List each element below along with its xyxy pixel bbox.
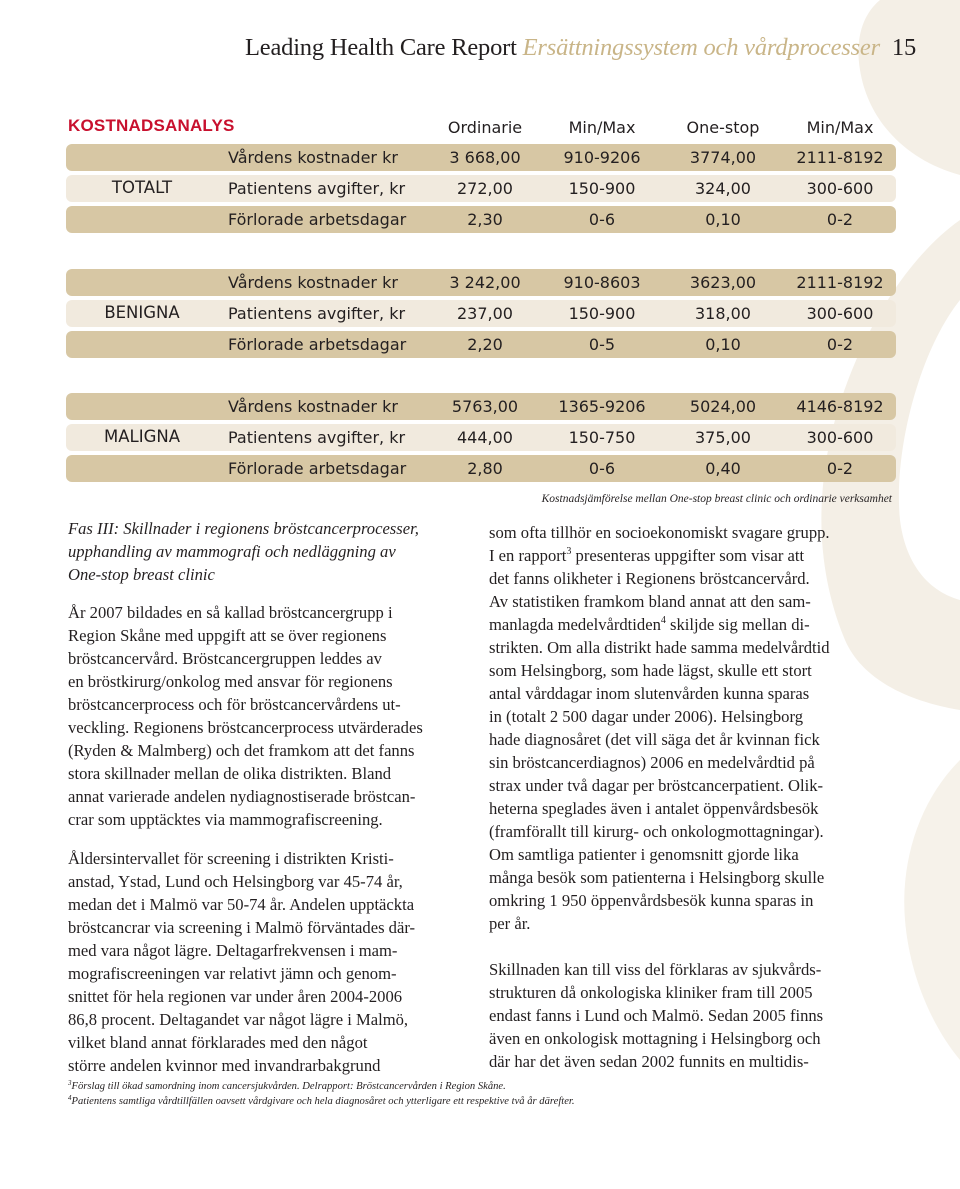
- footnote: $^4$Patientens samtliga vårdtillfällen oavsett vårdgivare och hela diagnosåret och ytterligare ett respektive två år därefter.: [68, 1094, 575, 1107]
- header-title: Leading Health Care Report: [245, 34, 517, 61]
- text-line: en bröstkirurg/onkolog med ansvar för regionens: [68, 672, 393, 691]
- text-line: annat varierade andelen nydiagnostiserade bröstcan-: [68, 787, 416, 806]
- text-line: 86,8 procent. Deltagandet var något lägre i Malmö,: [68, 1010, 409, 1029]
- subheading-line: Fas III: Skillnader i regionens bröstcancerprocesser,: [68, 519, 419, 538]
- text-line: Av statistiken framkom bland annat att den sam-: [489, 592, 811, 611]
- text-line: I en rapport$^3$ presenteras uppgifter som visar att: [489, 546, 805, 565]
- footnote-ref: 3: [566, 546, 572, 557]
- table-cell: 300-600: [806, 179, 874, 198]
- text-line: medan det i Malmö var 50-74 år. Andelen upptäckta: [68, 895, 415, 914]
- text-line: med vara något lägre. Deltagarfrekvensen i mam-: [68, 941, 398, 960]
- row-label: Patientens avgifter, kr: [228, 304, 406, 323]
- table-cell: 0-2: [826, 210, 854, 229]
- table-cell: 2,30: [467, 210, 503, 229]
- row-label: Vårdens kostnader kr: [228, 397, 398, 416]
- right-text-column: [489, 521, 904, 1073]
- subheading-line: upphandling av mammografi och nedläggning av: [68, 542, 396, 561]
- text-line: som Helsingborg, som hade lägst, skulle ett stort: [489, 661, 812, 680]
- table-cell: 272,00: [457, 179, 513, 198]
- table-cell: 910-8603: [563, 273, 641, 292]
- row-label: Vårdens kostnader kr: [228, 148, 398, 167]
- text-line: heterna speglades även i antalet öppenvårdsbesök: [489, 799, 819, 818]
- table-cell: 3623,00: [689, 273, 757, 292]
- column-header-ordinarie: Ordinarie: [447, 118, 523, 137]
- table-cell: 324,00: [695, 179, 751, 198]
- table-cell: 0-2: [826, 459, 854, 478]
- table-cell: 375,00: [695, 428, 751, 447]
- text-line: veckling. Regionens bröstcancerprocess utvärderades: [68, 718, 423, 737]
- text-line: där har det även sedan 2002 funnits en multidis-: [489, 1052, 809, 1071]
- footnote: $^3$Förslag till ökad samordning inom cancersjukvården. Delrapport: Bröstcancervården i Region Skåne.: [68, 1079, 506, 1092]
- table-cell: 2111-8192: [796, 273, 884, 292]
- table-cell: 2,80: [467, 459, 503, 478]
- text-line: bröstcancervård. Bröstcancergruppen leddes av: [68, 649, 382, 668]
- column-header-onestop: One-stop: [686, 118, 760, 137]
- table-cell: 0-2: [826, 335, 854, 354]
- text-line: många besök som patienterna i Helsingborg skulle: [489, 868, 825, 887]
- table-cell: 3 668,00: [449, 148, 521, 167]
- text-line: Åldersintervallet för screening i distrikten Kristi-: [68, 849, 394, 868]
- group-label-totalt: TOTALT: [111, 178, 173, 197]
- text-line: mografiscreeningen var relativt jämn och genom-: [68, 964, 397, 983]
- text-line: omkring 1 950 öppenvårdsbesök kunna sparas in: [489, 891, 814, 910]
- table-cell: 150-750: [568, 428, 636, 447]
- text-line: som ofta tillhör en socioekonomiskt svagare grupp.: [489, 523, 830, 542]
- column-header-minmax: Min/Max: [568, 118, 636, 137]
- table-cell: 2111-8192: [796, 148, 884, 167]
- text-line: manlagda medelvårdtiden$^4$ skiljde sig mellan di-: [489, 615, 810, 634]
- text-line: in (totalt 2 500 dagar under 2006). Helsingborg: [489, 707, 803, 726]
- text-line: strax under två dagar per bröstcancerpatient. Olik-: [489, 776, 824, 795]
- table-cell: 1365-9206: [558, 397, 646, 416]
- text-line: det fanns olikheter i Regionens bröstcancervård.: [489, 569, 810, 588]
- paragraph: [489, 521, 904, 935]
- table-cell: 318,00: [695, 304, 751, 323]
- text-line: (Ryden & Malmberg) och det framkom att det fanns: [68, 741, 415, 760]
- text-line: hade diagnosåret (det vill säga det år kvinnan fick: [489, 730, 820, 749]
- row-label: Patientens avgifter, kr: [228, 428, 406, 447]
- table-cell: 300-600: [806, 304, 874, 323]
- table-cell: 150-900: [568, 179, 636, 198]
- table-caption: Kostnadsjämförelse mellan One-stop breast clinic och ordinarie verksamhet: [541, 493, 892, 505]
- paragraph: [68, 601, 468, 831]
- table-cell: 300-600: [806, 428, 874, 447]
- table-cell: 0-5: [588, 335, 616, 354]
- text-line: större andelen kvinnor med invandrarbakgrund: [68, 1056, 381, 1075]
- text-line: även en onkologisk mottagning i Helsingborg och: [489, 1029, 821, 1048]
- text-line: crar som upptäcktes via mammografiscreening.: [68, 810, 383, 829]
- table-cell: 2,20: [467, 335, 503, 354]
- text-line: anstad, Ystad, Lund och Helsingborg var 45-74 år,: [68, 872, 403, 891]
- text-line: strikten. Om alla distrikt hade samma medelvårdtid: [489, 638, 830, 657]
- text-line: stora skillnader mellan de olika distrikten. Bland: [68, 764, 392, 783]
- table-cell: 0-6: [588, 459, 616, 478]
- table-cell: 0,40: [705, 459, 741, 478]
- row-label: Förlorade arbetsdagar: [228, 459, 407, 478]
- text-line: sin bröstcancerdiagnos) 2006 en medelvårdtid på: [489, 753, 815, 772]
- table-cell: 910-9206: [563, 148, 641, 167]
- paragraph: [489, 958, 904, 1073]
- table-cell: 5763,00: [451, 397, 519, 416]
- text-line: (framförallt till kirurg- och onkologmottagningar).: [489, 822, 824, 841]
- text-line: snittet för hela regionen var under åren 2004-2006: [68, 987, 403, 1006]
- page-header: [245, 34, 916, 62]
- table-cell: 0,10: [705, 335, 741, 354]
- footnotes: [68, 1079, 575, 1109]
- text-line: vilket bland annat förklarades med den något: [68, 1033, 368, 1052]
- column-header-minmax: Min/Max: [806, 118, 874, 137]
- text-line: Om samtliga patienter i genomsnitt gjorde lika: [489, 845, 799, 864]
- section-subheading: [68, 517, 468, 586]
- row-label: Förlorade arbetsdagar: [228, 335, 407, 354]
- table-cell: 3 242,00: [449, 273, 521, 292]
- table-cell: 0,10: [705, 210, 741, 229]
- text-line: antal vårddagar inom slutenvården kunna sparas: [489, 684, 810, 703]
- table-cell: 150-900: [568, 304, 636, 323]
- text-line: per år.: [489, 914, 531, 933]
- text-line: bröstcancrar via screening i Malmö förväntades där-: [68, 918, 416, 937]
- group-label-maligna: MALIGNA: [104, 427, 180, 446]
- text-line: bröstcancerprocess och för bröstcancervårdens ut-: [68, 695, 401, 714]
- paragraph: [68, 847, 468, 1077]
- text-line: strukturen då onkologiska kliniker fram till 2005: [489, 983, 813, 1002]
- table-cell: 444,00: [457, 428, 513, 447]
- text-line: Skillnaden kan till viss del förklaras av sjukvårds-: [489, 960, 822, 979]
- footnote-ref: 4: [660, 615, 666, 626]
- table-cell: 4146-8192: [796, 397, 884, 416]
- header-subtitle: Ersättningssystem och vårdprocesser: [522, 34, 880, 61]
- group-label-benigna: BENIGNA: [104, 303, 180, 322]
- table-cell: 237,00: [457, 304, 513, 323]
- left-text-column: [68, 517, 468, 1077]
- row-label: Förlorade arbetsdagar: [228, 210, 407, 229]
- text-line: År 2007 bildades en så kallad bröstcancergrupp i: [68, 603, 393, 622]
- row-label: Vårdens kostnader kr: [228, 273, 398, 292]
- page-number: 15: [891, 34, 916, 61]
- table-cell: 5024,00: [689, 397, 757, 416]
- text-line: endast fanns i Lund och Malmö. Sedan 2005 finns: [489, 1006, 824, 1025]
- table-cell: 3774,00: [689, 148, 757, 167]
- table-title: KOSTNADSANALYS: [68, 116, 235, 135]
- text-line: Region Skåne med uppgift att se över regionens: [68, 626, 387, 645]
- row-label: Patientens avgifter, kr: [228, 179, 406, 198]
- table-cell: 0-6: [588, 210, 616, 229]
- subheading-line: One-stop breast clinic: [68, 565, 215, 584]
